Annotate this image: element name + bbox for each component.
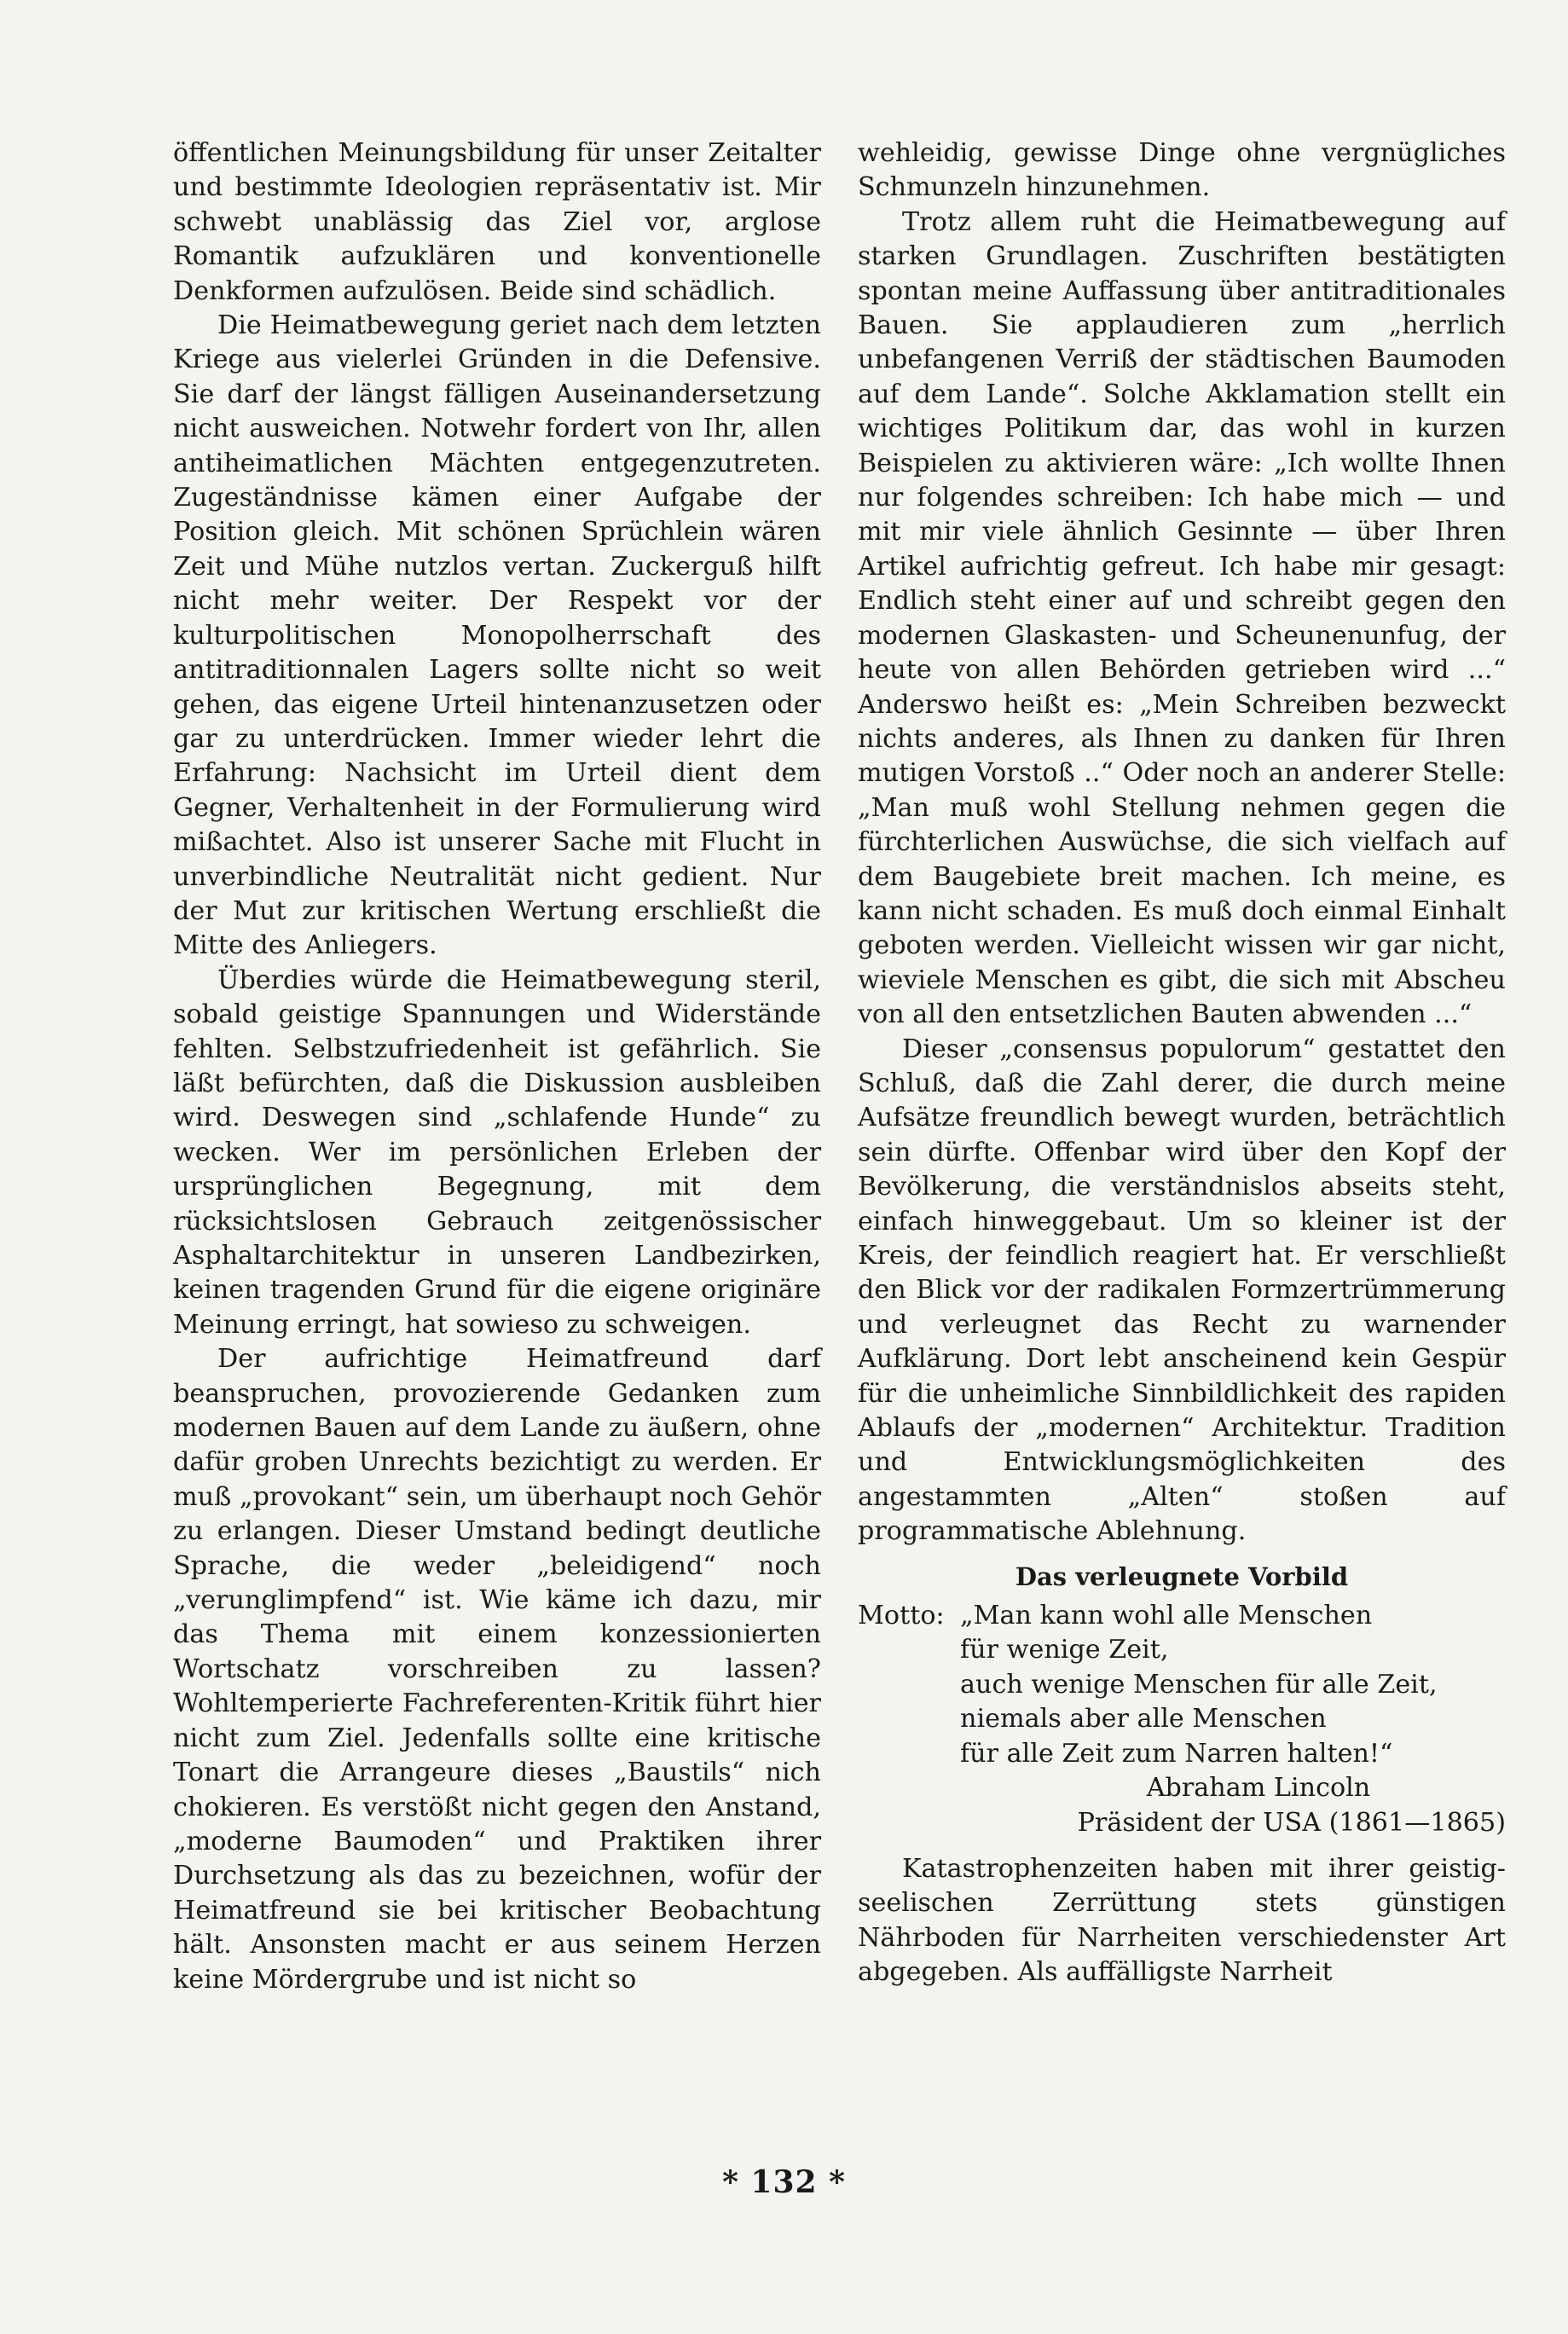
section-heading: Das verleugnete Vorbild — [1015, 1561, 1349, 1591]
left-column — [173, 136, 821, 1997]
right-closing-paragraph: Katastrophenzeiten haben mit ihrer geistig-seelischen Zerrüttung stets günstigen Nährboden für Narrheiten verschiedenster Art abgegeben. Als auffälligste Narrheit — [858, 1853, 1506, 1988]
motto-author: Abraham Lincoln — [1146, 1773, 1371, 1804]
left-paragraph-2: Die Heimatbewegung geriet nach dem letzten Kriege aus vielerlei Gründen in die Defensive. Sie darf der längst fälligen Auseinandersetzung nicht ausweichen. Notwehr fordert von Ihr, allen antiheimatlichen Mächten entgegenzutreten. Zugeständnisse kämen einer Aufgabe der Position gleich. Mit schönen Sprüchlein wären Zeit und Mühe nutzlos vertan. Zuckerguß hilft nicht mehr weiter. Der Respekt vor der kulturpolitischen Monopolherrschaft des antitraditionnalen Lagers sollte nicht so weit gehen, das eigene Urteil hintenanzusetzen oder gar zu unterdrücken. Immer wieder lehrt die Erfahrung: Nachsicht im Urteil dient dem Gegner, Verhaltenheit in der Formulierung wird mißachtet. Also ist unserer Sache mit Flucht in unverbindliche Neutralität nicht gedient. Nur der Mut zur kritischen Wertung erschließt die Mitte des Anliegers. — [173, 310, 821, 961]
right-column — [858, 136, 1506, 1990]
motto-block — [858, 1599, 1506, 1840]
motto-label: Motto: — [858, 1601, 945, 1631]
motto-line: auch wenige Menschen für alle Zeit, — [960, 1669, 1438, 1700]
motto-line: „Man kann wohl alle Menschen — [960, 1601, 1373, 1631]
motto-quote — [960, 1599, 1506, 1840]
motto-line: für alle Zeit zum Narren halten!“ — [960, 1738, 1393, 1769]
motto-author-role: Präsident der USA (1861—1865) — [1077, 1807, 1506, 1838]
right-paragraph-1: wehleidig, gewisse Dinge ohne vergnügliches Schmunzeln hinzunehmen. — [858, 138, 1506, 203]
motto-line: niemals aber alle Menschen — [960, 1704, 1327, 1735]
right-paragraph-3: Dieser „consensus populorum“ gestattet den Schluß, daß die Zahl derer, die durch meine Aufsätze freundlich bewegt wurden, beträchtlich sein dürfte. Offenbar wird über den Kopf der Bevölkerung, die verständnislos abseits steht, einfach hinweggebaut. Um so kleiner ist der Kreis, der feindlich reagiert hat. Er verschließt den Blick vor der radikalen Formzertrümmerung und verleugnet das Recht zu warnender Aufklärung. Dort lebt anscheinend kein Gespür für die unheimliche Sinnbildlichkeit des rapiden Ablaufs der „modernen“ Architektur. Tradition und Entwicklungsmöglichkeiten des angestammten „Alten“ stoßen auf programmatische Ablehnung. — [858, 1034, 1506, 1547]
left-paragraph-1: öffentlichen Meinungsbildung für unser Zeitalter und bestimmte Ideologien repräsentativ ist. Mir schwebt unablässig das Ziel vor, arglose Romantik aufzuklären und konventionelle Denkformen aufzulösen. Beide sind schädlich. — [173, 138, 821, 306]
left-paragraph-4: Der aufrichtige Heimatfreund darf beanspruchen, provozierende Gedanken zum modernen Bauen auf dem Lande zu äußern, ohne dafür groben Unrechts bezichtigt zu werden. Er muß „provokant“ sein, um überhaupt noch Gehör zu erlangen. Dieser Umstand bedingt deutliche Sprache, die weder „beleidigend“ noch „verunglimpfend“ ist. Wie käme ich dazu, mir das Thema mit einem konzessionierten Wortschatz vorschreiben zu lassen? Wohltemperierte Fachreferenten-Kritik führt hier nicht zum Ziel. Jedenfalls sollte eine kritische Tonart die Arrangeure dieses „Baustils“ nich chokieren. Es verstößt nicht gegen den Anstand, „moderne Baumoden“ und Praktiken ihrer Durchsetzung als das zu bezeichnen, wofür der Heimatfreund sie bei kritischer Beobachtung hält. Ansonsten macht er aus seinem Herzen keine Mördergrube und ist nicht so — [173, 1344, 821, 1995]
left-paragraph-3: Überdies würde die Heimatbewegung steril, sobald geistige Spannungen und Widerstände fehlten. Selbstzufriedenheit ist gefährlich. Sie läßt befürchten, daß die Diskussion ausbleiben wird. Deswegen sind „schlafende Hunde“ zu wecken. Wer im persönlichen Erleben der ursprünglichen Begegnung, mit dem rücksichtslosen Gebrauch zeitgenössischer Asphaltarchitektur in unseren Landbezirken, keinen tragenden Grund für die eigene originäre Meinung erringt, hat sowieso zu schweigen. — [173, 964, 821, 1340]
right-paragraph-2: Trotz allem ruht die Heimatbewegung auf starken Grundlagen. Zuschriften bestätigten spontan meine Auffassung über antitraditionales Bauen. Sie applaudieren zum „herrlich unbefangenen Verriß der städtischen Baumoden auf dem Lande“. Solche Akklamation stellt ein wichtiges Politikum dar, das wohl in kurzen Beispielen zu aktivieren wäre: „Ich wollte Ihnen nur folgendes schreiben: Ich habe mich — und mit mir viele ähnlich Gesinnte — über Ihren Artikel aufrichtig gefreut. Ich habe mir gesagt: Endlich steht einer auf und schreibt gegen den modernen Glaskasten- und Scheunenunfug, der heute von allen Behörden getrieben wird ...“ Anderswo heißt es: „Mein Schreiben bezweckt nichts anderes, als Ihnen zu danken für Ihren mutigen Vorstoß ..“ Oder noch an anderer Stelle: „Man muß wohl Stellung nehmen gegen die fürchterlichen Auswüchse, die sich vielfach auf dem Baugebiete breit machen. Ich meine, es kann nicht schaden. Es muß doch einmal Einhalt geboten werden. Vielleicht wissen wir gar nicht, wieviele Menschen es gibt, die sich mit Abscheu von all den entsetzlichen Bauten abwenden ...“ — [858, 206, 1506, 1030]
page-number: * 132 * — [722, 2164, 846, 2200]
motto-line: für wenige Zeit, — [960, 1635, 1169, 1665]
